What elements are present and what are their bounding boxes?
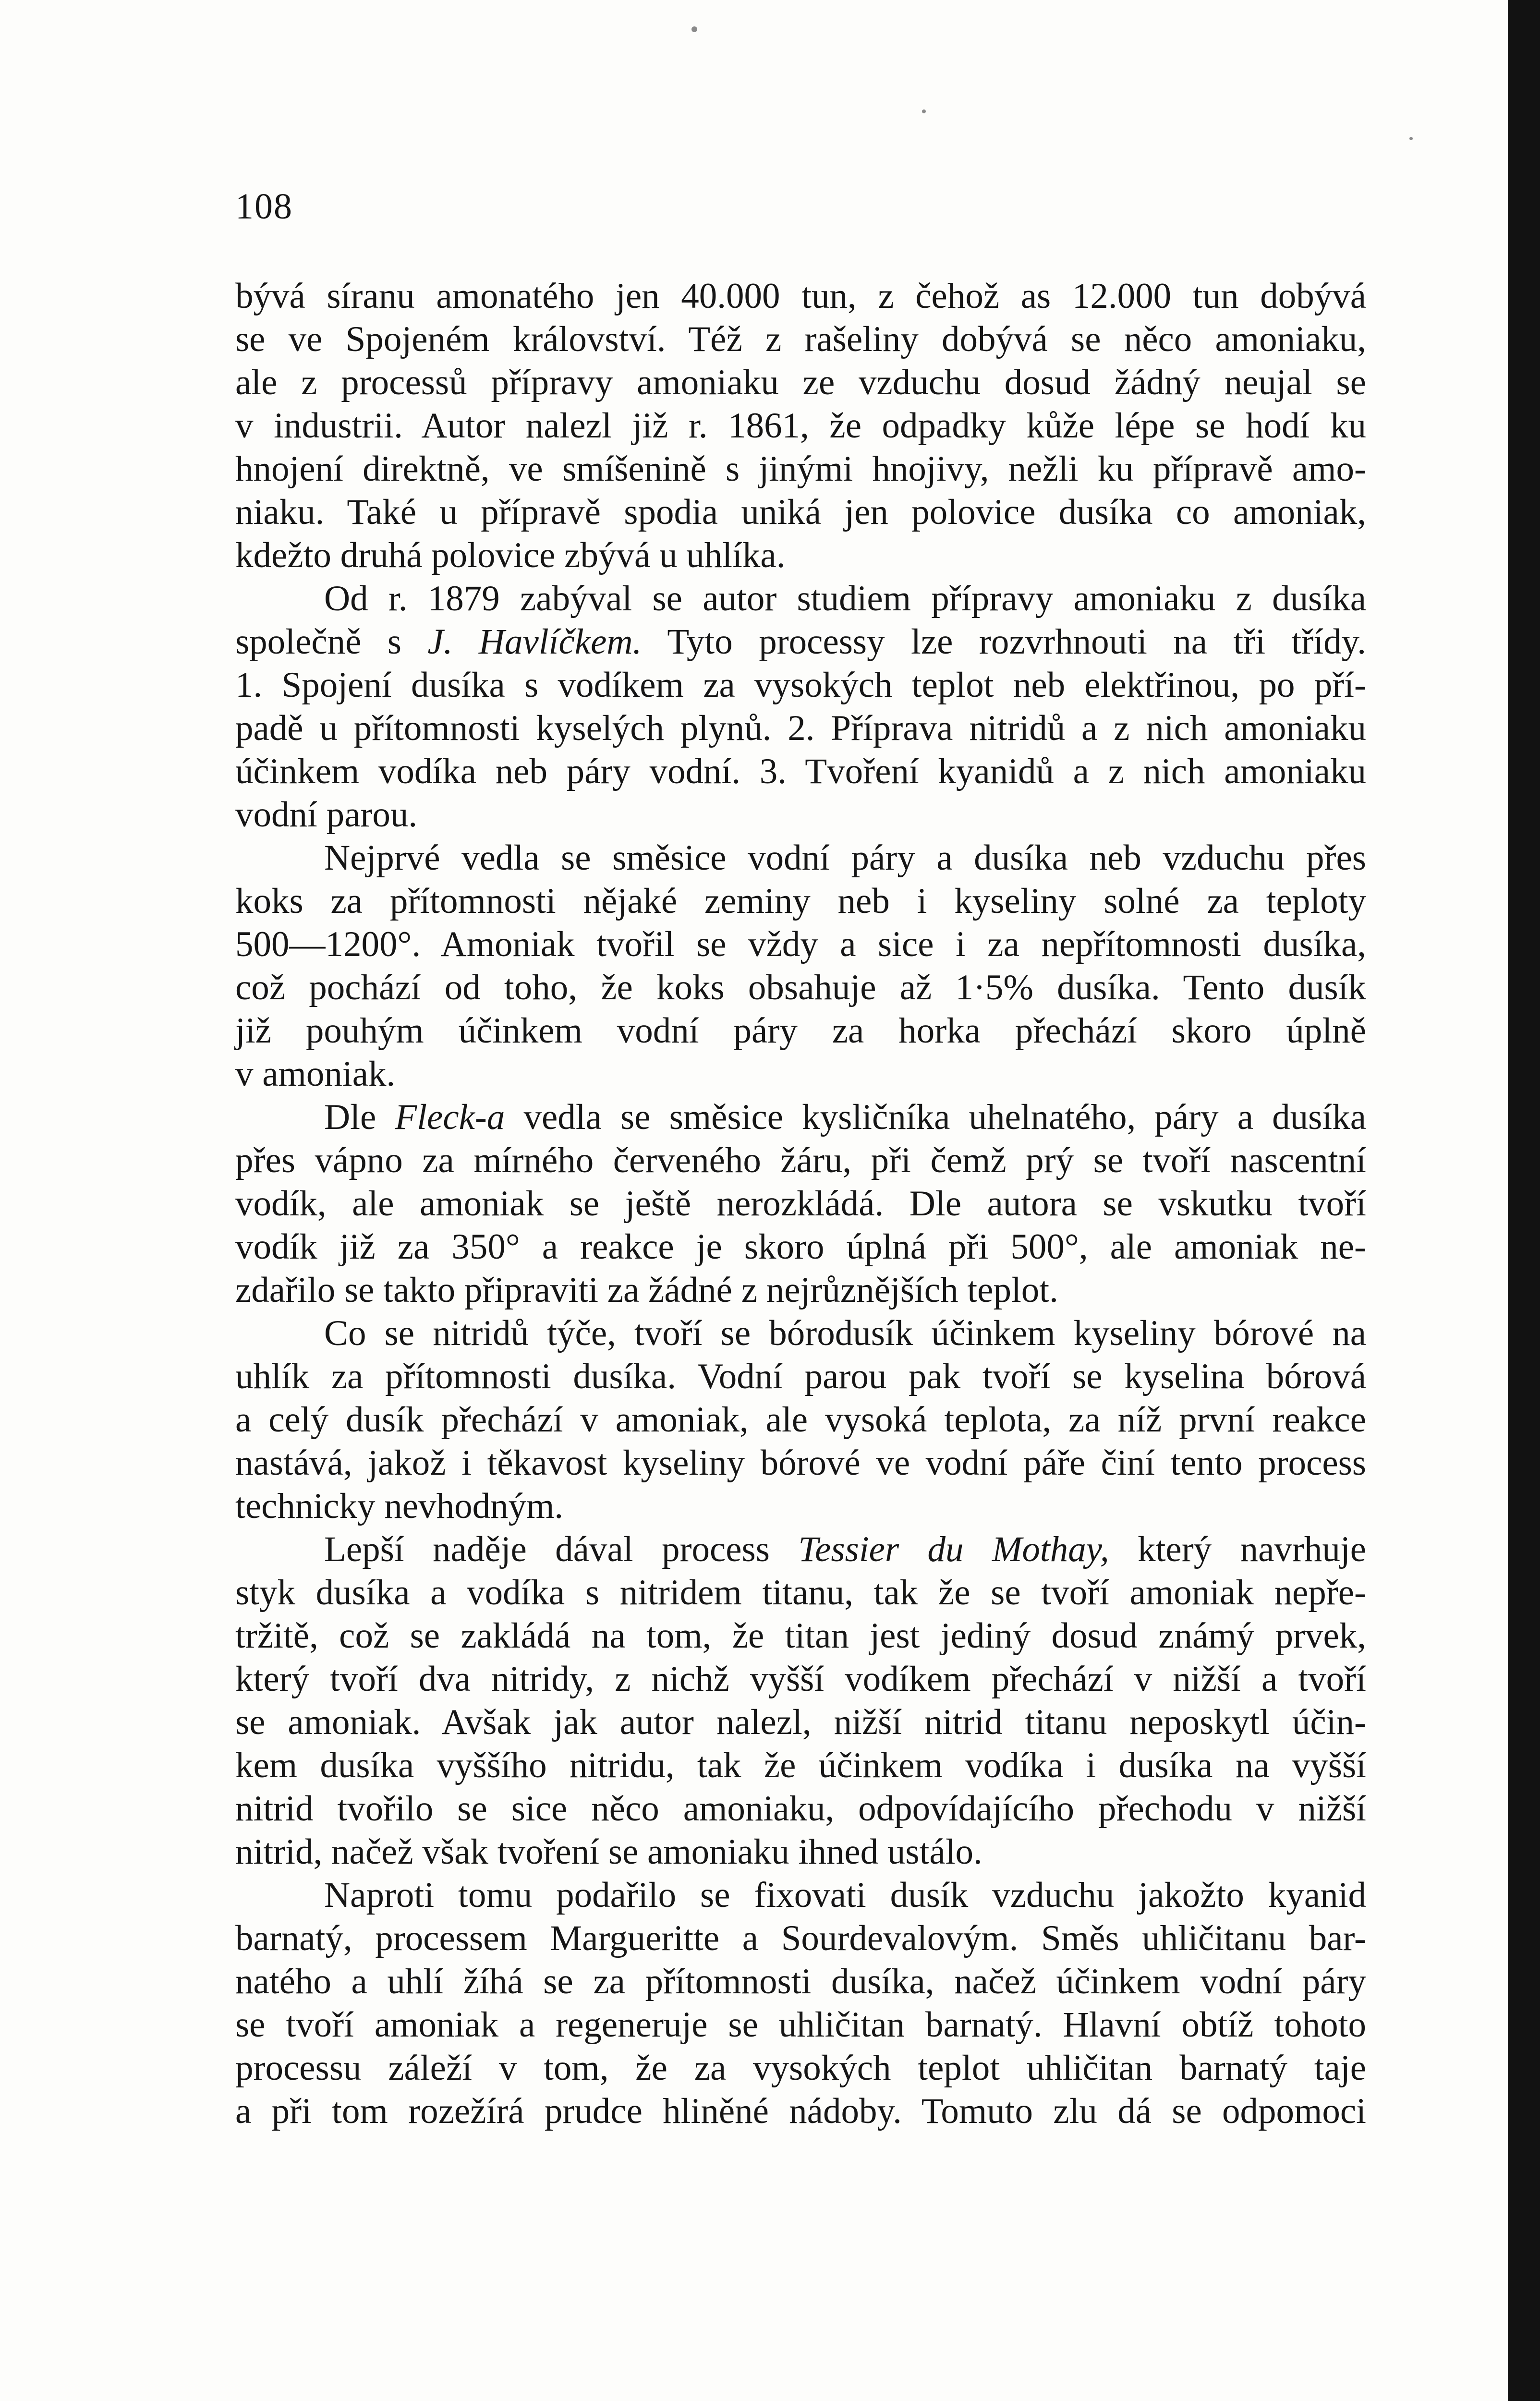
text-line: se tvoří amoniak a regeneruje se uhličitan barnatý. Hlavní obtíž tohoto [235,2005,1366,2045]
text-line: což pochází od toho, že koks obsahuje až 1·5% dusíka. Tento dusík [235,968,1366,1007]
text-line: Co se nitridů týče, tvoří se bórodusík účinkem kyseliny bórové na [324,1313,1366,1353]
text-line: v amoniak. [235,1054,396,1094]
text-line: koks za přítomnosti nějaké zeminy neb i kyseliny solné za teploty [235,881,1366,921]
scan-speck [922,109,926,113]
text-line: přes vápno za mírného červeného žáru, při čemž prý se tvoří nascentní [235,1140,1366,1180]
text-line: se ve Spojeném království. Též z rašeliny dobývá se něco amoniaku, [235,319,1366,359]
text-line: vodní parou. [235,795,418,835]
text-line: styk dusíka a vodíka s nitridem titanu, tak že se tvoří amoniak nepře- [235,1573,1366,1613]
text-line: Naproti tomu podařilo se fixovati dusík vzduchu jakožto kyanid [324,1875,1366,1915]
text-line: 1. Spojení dusíka s vodíkem za vysokých teplot neb elektřinou, po pří- [235,665,1366,705]
text-line: a při tom rozežírá prudce hliněné nádoby. Tomuto zlu dá se odpomoci [235,2091,1366,2131]
text-line: účinkem vodíka neb páry vodní. 3. Tvoření kyanidů a z nich amoniaku [235,752,1366,791]
text-line: v industrii. Autor nalezl již r. 1861, že odpadky kůže lépe se hodí ku [235,406,1366,446]
scan-speck [691,26,697,32]
text-line: Nejprvé vedla se směsice vodní páry a dusíka neb vzduchu přes [324,838,1366,878]
text-line: tržitě, což se zakládá na tom, že titan jest jediný dosud známý prvek, [235,1616,1366,1656]
text-line: 500—1200°. Amoniak tvořil se vždy a sice i za nepřítomnosti dusíka, [235,924,1366,964]
text-line: technicky nevhodným. [235,1486,564,1526]
text-line [235,1528,1366,1571]
person-name: Fleck-a [395,1097,505,1137]
person-name: J. Havlíčkem. [427,622,642,662]
text-line: uhlík za přítomnosti dusíka. Vodní parou pak tvoří se kyselina bórová [235,1357,1366,1396]
text-line: již pouhým účinkem vodní páry za horka přechází skoro úplně [235,1011,1366,1051]
text-line: natého a uhlí žíhá se za přítomnosti dusíka, načež účinkem vodní páry [235,1962,1366,2001]
text-line: niaku. Také u přípravě spodia uniká jen polovice dusíka co amoniak, [235,492,1366,532]
text-line: kem dusíka vyššího nitridu, tak že účinkem vodíka i dusíka na vyšší [235,1746,1366,1785]
text-line: padě u přítomnosti kyselých plynů. 2. Příprava nitridů a z nich amoniaku [235,708,1366,748]
text-line: processu záleží v tom, že za vysokých teplot uhličitan barnatý taje [235,2048,1366,2088]
text-line: nastává, jakož i těkavost kyseliny bórové ve vodní páře činí tento process [235,1443,1366,1483]
text-line: Od r. 1879 zabýval se autor studiem přípravy amoniaku z dusíka [324,579,1366,618]
text-line [235,1096,1366,1139]
text-run: Dle [324,1097,395,1137]
text-line: se amoniak. Avšak jak autor nalezl, nižší nitrid titanu neposkytl účin- [235,1702,1366,1742]
text-line: bývá síranu amonatého jen 40.000 tun, z čehož as 12.000 tun dobývá [235,276,1366,316]
text-line: a celý dusík přechází v amoniak, ale vysoká teplota, za níž první reakce [235,1400,1366,1440]
body-text [235,275,1366,2133]
text-line: vodík, ale amoniak se ještě nerozkládá. Dle autora se vskutku tvoří [235,1184,1366,1224]
text-line: barnatý, processem Margueritte a Sourdevalovým. Směs uhličitanu bar- [235,1918,1366,1958]
text-line: nitrid, načež však tvoření se amoniaku ihned ustálo. [235,1832,982,1872]
page-number: 108 [235,186,293,227]
text-line [235,620,1366,664]
text-line: ale z processů přípravy amoniaku ze vzduchu dosud žádný neujal se [235,363,1366,402]
text-run: který navrhuje [1109,1529,1366,1569]
scan-speck [1409,137,1413,140]
text-line: hnojení direktně, ve smíšenině s jinými hnojivy, nežli ku přípravě amo- [235,449,1366,489]
text-line: zdařilo se takto připraviti za žádné z nejrůznějších teplot. [235,1270,1058,1310]
text-line: nitrid tvořilo se sice něco amoniaku, odpovídajícího přechodu v nižší [235,1789,1366,1829]
text-run: Lepší naděje dával process [324,1529,799,1569]
text-run: Tyto processy lze rozvrhnouti na tři třídy. [642,622,1367,662]
text-run: vedla se směsice kysličníka uhelnatého, páry a dusíka [505,1097,1366,1137]
person-name: Tessier du Mothay, [798,1529,1109,1569]
text-line: který tvoří dva nitridy, z nichž vyšší vodíkem přechází v nižší a tvoří [235,1659,1366,1699]
text-line: kdežto druhá polovice zbývá u uhlíka. [235,535,786,575]
text-line: vodík již za 350° a reakce je skoro úplná při 500°, ale amoniak ne- [235,1227,1366,1267]
scan-edge-border [1508,0,1540,2401]
text-run: společně s [235,622,428,662]
